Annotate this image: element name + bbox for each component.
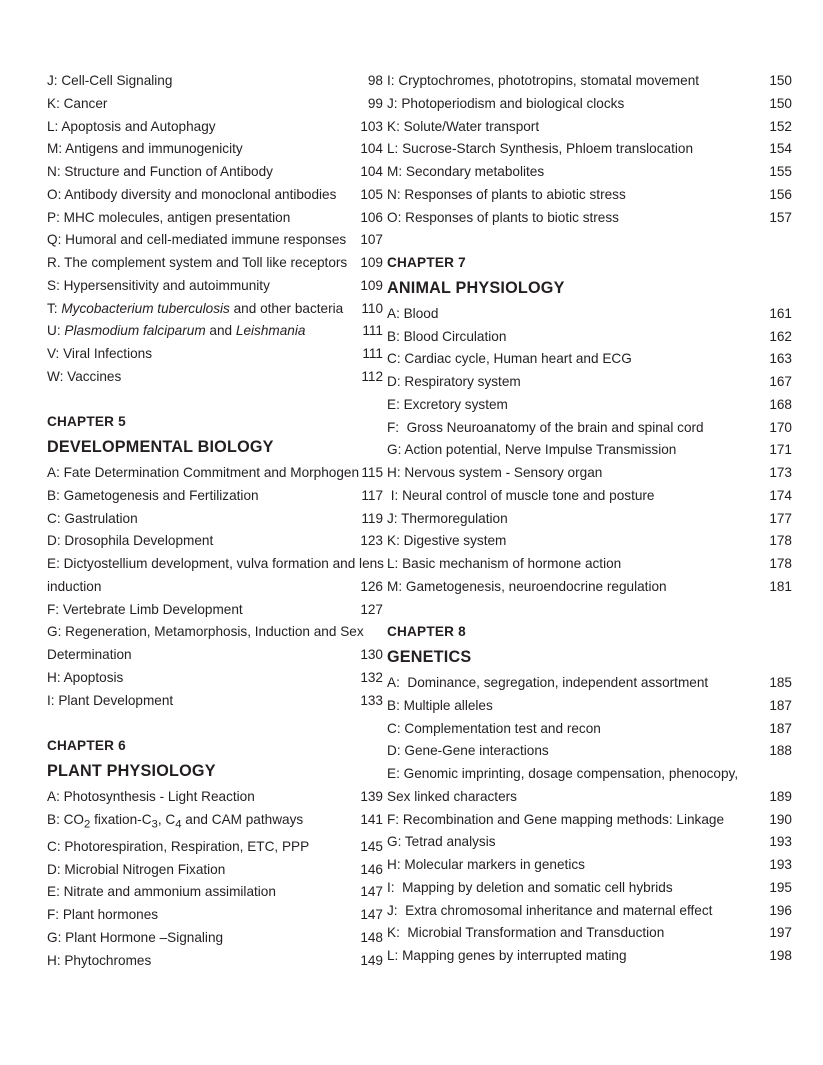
toc-entry-page-number: 152 — [769, 118, 792, 134]
toc-entry[interactable] — [387, 116, 792, 139]
toc-entry[interactable] — [47, 667, 383, 690]
toc-entry-page-number: 178 — [769, 533, 792, 549]
toc-entry-title: W: Vaccines — [47, 368, 122, 384]
toc-entry[interactable] — [387, 763, 792, 786]
toc-entry[interactable] — [47, 366, 383, 389]
toc-entry-page-number: 111 — [362, 323, 383, 339]
toc-entry-title-continuation: Determination — [47, 647, 132, 662]
toc-entry-title: F: Vertebrate Limb Development — [47, 601, 243, 617]
toc-entry[interactable] — [387, 394, 792, 417]
toc-entry[interactable] — [47, 298, 383, 321]
toc-entry[interactable] — [387, 922, 792, 945]
toc-entry[interactable] — [47, 116, 383, 139]
toc-entry-page-number: 187 — [769, 697, 792, 713]
toc-entry-title: M: Gametogenesis, neuroendocrine regulation — [387, 578, 667, 594]
toc-entry[interactable] — [387, 831, 792, 854]
toc-entry[interactable] — [387, 348, 792, 371]
toc-entry[interactable] — [387, 854, 792, 877]
toc-entry-title: S: Hypersensitivity and autoimmunity — [47, 277, 270, 293]
chapter-title: DEVELOPMENTAL BIOLOGY — [47, 438, 274, 456]
toc-entry[interactable] — [387, 303, 792, 326]
toc-entry-page-number: 193 — [769, 834, 792, 850]
toc-entry-page-number: 181 — [769, 578, 792, 594]
toc-entry-title: I: Cryptochromes, phototropins, stomatal movement — [387, 73, 700, 88]
toc-entry-title: N: Structure and Function of Antibody — [47, 164, 273, 179]
toc-entry-title: T: Mycobacterium tuberculosis and other bacteria — [47, 300, 344, 316]
toc-entry-page-number: 189 — [769, 788, 792, 804]
toc-entry-page-number: 185 — [769, 675, 792, 690]
toc-entry[interactable] — [47, 462, 383, 485]
toc-entry-page-number: 154 — [769, 141, 792, 157]
toc-entry-title: J: Cell-Cell Signaling — [47, 73, 173, 88]
toc-entry[interactable] — [47, 950, 383, 973]
toc-entry[interactable] — [387, 809, 792, 832]
toc-entry-page-number: 119 — [361, 510, 383, 526]
toc-entry-title: R. The complement system and Toll like receptors — [47, 255, 348, 270]
toc-entry[interactable] — [47, 343, 383, 366]
chapter-label: CHAPTER 6 — [47, 738, 126, 753]
chapter-label: CHAPTER 7 — [387, 255, 466, 270]
toc-entry[interactable] — [387, 138, 792, 161]
toc-entry-title: V: Viral Infections — [47, 346, 153, 361]
toc-entry-page-number: 168 — [769, 396, 792, 412]
toc-entry-page-number: 156 — [769, 186, 792, 202]
toc-entry-page-number: 99 — [367, 95, 383, 111]
toc-entry-page-number: 198 — [769, 948, 792, 963]
toc-entry-group — [47, 462, 383, 712]
toc-entry-title: F: Plant hormones — [47, 907, 159, 923]
toc-entry[interactable] — [387, 530, 792, 553]
toc-entry-title: H: Phytochromes — [47, 952, 152, 968]
toc-entry-title: A: Fate Determination Commitment and Morphogen — [47, 465, 360, 480]
chapter-heading-block — [387, 252, 792, 301]
toc-entry[interactable] — [47, 836, 383, 859]
toc-entry-group — [387, 70, 792, 229]
toc-entry-title: A: Blood — [387, 305, 439, 321]
toc-entry-page-number: 155 — [769, 164, 792, 179]
toc-entry-page-number: 132 — [360, 669, 383, 685]
toc-entry[interactable] — [47, 252, 383, 275]
toc-entry-group — [387, 303, 792, 599]
toc-entry-title: B: Gametogenesis and Fertilization — [47, 487, 259, 503]
toc-entry-page-number: 147 — [360, 884, 383, 900]
toc-entry[interactable] — [47, 161, 383, 184]
toc-entry-title: O: Antibody diversity and monoclonal antibodies — [47, 186, 337, 202]
toc-entry[interactable] — [387, 877, 792, 900]
toc-entry[interactable] — [47, 809, 383, 836]
toc-entry[interactable] — [47, 927, 383, 950]
chapter-title: ANIMAL PHYSIOLOGY — [387, 278, 565, 297]
toc-entry-title: B: $CO_2$ fixation-$C_3$, $C_4$ and CAM pathways — [47, 811, 304, 831]
toc-entry-page-number: 161 — [769, 305, 792, 321]
toc-entry[interactable] — [387, 945, 792, 968]
toc-entry-title-continuation: induction — [47, 578, 102, 594]
toc-entry-title: H: Apoptosis — [47, 669, 124, 685]
toc-entry-page-number: 150 — [769, 73, 792, 88]
toc-entry-title: D: Gene-Gene interactions — [387, 743, 549, 759]
toc-entry-title: Q: Humoral and cell-mediated immune responses — [47, 232, 347, 248]
toc-entry[interactable] — [47, 553, 383, 576]
toc-entry[interactable] — [387, 70, 792, 93]
toc-entry-page-number: 117 — [361, 487, 383, 503]
toc-entry-page-number: 188 — [769, 743, 792, 759]
toc-entry-title: A: Photosynthesis - Light Reaction — [47, 788, 255, 804]
toc-entry-page-number: 197 — [769, 925, 792, 941]
toc-entry[interactable] — [47, 93, 383, 116]
toc-entry-page-number: 157 — [769, 209, 792, 225]
toc-entry-page-number: 187 — [769, 720, 792, 736]
toc-entry[interactable] — [47, 508, 383, 531]
toc-entry[interactable] — [387, 439, 792, 462]
chapter-label: CHAPTER 5 — [47, 414, 126, 430]
toc-entry-title: H: Molecular markers in genetics — [387, 857, 585, 872]
toc-entry[interactable] — [387, 576, 792, 599]
toc-entry-title: O: Responses of plants to biotic stress — [387, 209, 619, 225]
toc-entry-title: I: Neural control of muscle tone and posture — [387, 487, 655, 503]
toc-entry-page-number: 148 — [360, 929, 383, 945]
toc-entry-title: K: Cancer — [47, 95, 108, 111]
toc-entry[interactable] — [387, 900, 792, 923]
toc-entry-title: E: Nitrate and ammonium assimilation — [47, 884, 276, 900]
toc-entry[interactable] — [47, 621, 383, 644]
toc-entry-page-number: 146 — [360, 861, 383, 877]
toc-entry-continuation[interactable] — [47, 644, 383, 667]
toc-entry-title: A: Dominance, segregation, independent assortment — [387, 675, 709, 690]
toc-entry[interactable] — [47, 275, 383, 298]
toc-entry-title: J: Extra chromosomal inheritance and maternal effect — [387, 902, 713, 918]
toc-entry-page-number: 104 — [360, 141, 383, 157]
toc-entry-group — [387, 672, 792, 968]
toc-entry[interactable] — [47, 530, 383, 553]
toc-entry-title: C: Photorespiration, Respiration, ETC, PPP — [47, 838, 310, 854]
toc-entry[interactable] — [387, 485, 792, 508]
toc-entry-page-number: 178 — [769, 556, 792, 571]
chapter-title: GENETICS — [387, 648, 472, 666]
toc-entry-title: D: Microbial Nitrogen Fixation — [47, 861, 226, 877]
toc-entry[interactable] — [47, 320, 383, 343]
toc-entry-page-number: 163 — [769, 351, 792, 367]
toc-entry[interactable] — [47, 881, 383, 904]
toc-entry-page-number: 133 — [360, 692, 383, 708]
toc-entry-title: C: Cardiac cycle, Human heart and ECG — [387, 351, 632, 367]
toc-entry-title: J: Photoperiodism and biological clocks — [387, 95, 625, 111]
toc-entry-page-number: 107 — [360, 232, 383, 248]
toc-entry[interactable] — [387, 417, 792, 440]
toc-entry-page-number: 109 — [360, 255, 383, 270]
toc-entry[interactable] — [387, 326, 792, 349]
toc-entry-title: D: Respiratory system — [387, 374, 521, 389]
toc-entry[interactable] — [387, 553, 792, 576]
toc-entry-page-number: 109 — [360, 277, 383, 293]
toc-entry-group — [47, 786, 383, 973]
toc-entry-title: M: Antigens and immunogenicity — [47, 141, 243, 157]
toc-entry-title: J: Thermoregulation — [387, 510, 508, 526]
toc-entry-page-number: 111 — [362, 346, 383, 361]
toc-entry[interactable] — [387, 740, 792, 763]
toc-entry-page-number: 127 — [360, 601, 383, 617]
toc-entry-title: M: Secondary metabolites — [387, 164, 545, 179]
toc-entry-page-number: 123 — [360, 533, 383, 549]
chapter-heading-block — [47, 411, 383, 460]
toc-entry-page-number: 193 — [769, 857, 792, 872]
toc-entry[interactable] — [47, 485, 383, 508]
toc-entry[interactable] — [47, 859, 383, 882]
toc-entry-title: P: MHC molecules, antigen presentation — [47, 209, 291, 225]
toc-entry[interactable] — [387, 462, 792, 485]
toc-entry-title: E: Excretory system — [387, 396, 508, 412]
toc-entry-title: I: Mapping by deletion and somatic cell hybrids — [387, 879, 673, 895]
toc-entry[interactable] — [47, 70, 383, 93]
toc-entry-title: K: Digestive system — [387, 533, 507, 549]
toc-entry[interactable] — [47, 229, 383, 252]
toc-entry-page-number: 98 — [367, 73, 383, 88]
toc-entry-title: E: Genomic imprinting, dosage compensation, phenocopy, — [387, 766, 739, 781]
toc-entry-page-number: 130 — [360, 647, 383, 662]
toc-left-column — [0, 70, 383, 972]
toc-entry-page-number: 103 — [360, 118, 383, 134]
toc-entry-title: G: Regeneration, Metamorphosis, Induction and Sex — [47, 624, 364, 640]
toc-entry-page-number: 141 — [360, 811, 383, 827]
toc-entry-continuation[interactable] — [47, 576, 383, 599]
toc-entry[interactable] — [47, 184, 383, 207]
toc-entry-page-number: 173 — [769, 465, 792, 480]
toc-entry-title: K: Microbial Transformation and Transduction — [387, 925, 665, 941]
toc-entry-title: L: Basic mechanism of hormone action — [387, 556, 622, 571]
toc-entry-page-number: 105 — [360, 186, 383, 202]
toc-entry-page-number: 174 — [769, 487, 792, 503]
toc-right-column — [383, 70, 823, 972]
chapter-heading-block — [387, 621, 792, 670]
toc-entry[interactable] — [47, 138, 383, 161]
toc-entry[interactable] — [47, 786, 383, 809]
toc-entry-group — [47, 70, 383, 389]
toc-entry-title: U: Plasmodium falciparum and Leishmania — [47, 323, 306, 339]
toc-entry-title: B: Blood Circulation — [387, 328, 507, 344]
toc-entry-title: B: Multiple alleles — [387, 697, 493, 713]
toc-entry-continuation[interactable] — [387, 786, 792, 809]
toc-entry-page-number: 171 — [769, 442, 792, 458]
toc-entry-page-number: 167 — [769, 374, 792, 389]
toc-entry-title: C: Gastrulation — [47, 510, 138, 526]
toc-entry[interactable] — [47, 599, 383, 622]
toc-entry[interactable] — [387, 718, 792, 741]
toc-entry-page-number: 147 — [360, 907, 383, 923]
chapter-label: CHAPTER 8 — [387, 624, 466, 640]
toc-entry[interactable] — [47, 690, 383, 713]
toc-entry[interactable] — [387, 508, 792, 531]
toc-entry-page-number: 195 — [769, 879, 792, 895]
toc-entry-page-number: 149 — [360, 952, 383, 968]
toc-entry[interactable] — [387, 207, 792, 230]
toc-entry[interactable] — [47, 904, 383, 927]
toc-entry[interactable] — [387, 184, 792, 207]
toc-entry-page-number: 112 — [361, 368, 383, 384]
toc-entry-title: C: Complementation test and recon — [387, 720, 601, 736]
toc-entry-title: D: Drosophila Development — [47, 533, 214, 549]
toc-entry-page-number: 196 — [769, 902, 792, 918]
chapter-title: PLANT PHYSIOLOGY — [47, 761, 216, 780]
chapter-heading-block — [47, 735, 383, 784]
toc-entry[interactable] — [387, 161, 792, 184]
toc-entry-title: E: Dictyostellium development, vulva formation and lens — [47, 556, 384, 571]
toc-entry[interactable] — [387, 371, 792, 394]
toc-entry[interactable] — [387, 93, 792, 116]
toc-entry-title: F: Gross Neuroanatomy of the brain and spinal cord — [387, 419, 704, 435]
toc-entry[interactable] — [387, 695, 792, 718]
toc-entry[interactable] — [387, 672, 792, 695]
toc-entry-page-number: 104 — [360, 164, 383, 179]
toc-entry[interactable] — [47, 207, 383, 230]
toc-entry-page-number: 150 — [769, 95, 792, 111]
toc-entry-title: L: Apoptosis and Autophagy — [47, 118, 216, 134]
toc-entry-title: G: Action potential, Nerve Impulse Transmission — [387, 442, 677, 458]
toc-entry-page-number: 145 — [360, 838, 383, 854]
toc-entry-title: I: Plant Development — [47, 692, 174, 708]
toc-entry-page-number: 126 — [360, 578, 383, 594]
toc-entry-page-number: 170 — [769, 419, 792, 435]
toc-entry-page-number: 190 — [769, 811, 792, 827]
toc-entry-page-number: 162 — [769, 328, 792, 344]
toc-entry-title: F: Recombination and Gene mapping methods: Linkage — [387, 811, 725, 827]
toc-entry-title: K: Solute/Water transport — [387, 118, 540, 134]
toc-entry-page-number: 106 — [360, 209, 383, 225]
toc-entry-page-number: 139 — [360, 788, 383, 804]
toc-entry-title: G: Plant Hormone –Signaling — [47, 929, 224, 945]
toc-columns — [0, 70, 823, 972]
toc-entry-title-continuation: Sex linked characters — [387, 788, 517, 804]
toc-entry-title: L: Mapping genes by interrupted mating — [387, 948, 627, 963]
toc-entry-page-number: 177 — [769, 510, 792, 526]
toc-entry-title: H: Nervous system - Sensory organ — [387, 465, 603, 480]
toc-entry-page-number: 110 — [361, 300, 383, 316]
toc-entry-title: L: Sucrose-Starch Synthesis, Phloem translocation — [387, 141, 694, 157]
toc-entry-page-number: 115 — [361, 465, 383, 480]
toc-entry-title: N: Responses of plants to abiotic stress — [387, 186, 626, 202]
toc-entry-title: G: Tetrad analysis — [387, 834, 496, 850]
